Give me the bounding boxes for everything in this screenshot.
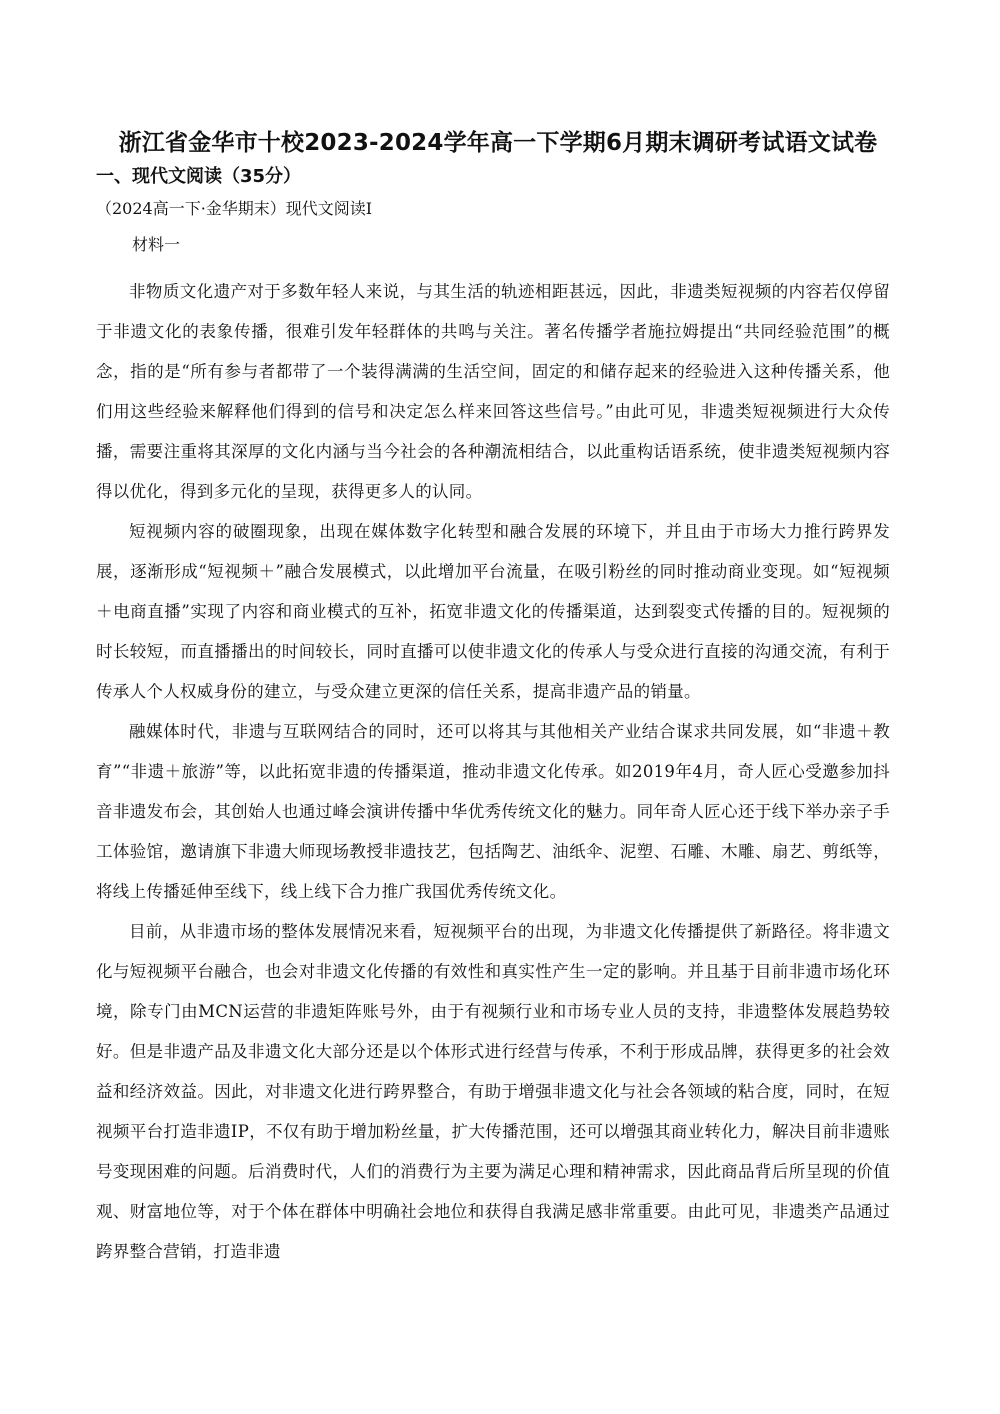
section-heading: 一、现代文阅读（35分） (96, 166, 302, 187)
exam-title: 浙江省金华市十校2023-2024学年高一下学期6月期末调研考试语文试卷 (118, 130, 878, 156)
paragraph-1: 非物质文化遗产对于多数年轻人来说，与其生活的轨迹相距甚远，因此，非遗类短视频的内容若仅停留于非遗文化的表象传播，很难引发年轻群体的共鸣与关注。著名传播学者施拉姆提出“共同经验范围”的概念，指的是“所有参与者都带了一个装得满满的生活空间，固定的和储存起来的经验进入这种传播关系，他们用这些经验来解释他们得到的信号和决定怎么样来回答这些信号。”由此可见，非遗类短视频进行大众传播，需要注重将其深厚的文化内涵与当今社会的各种潮流相结合，以此重构话语系统，使非遗类短视频内容得以优化，得到多元化的呈现，获得更多人的认同。 (96, 282, 890, 501)
question-source: （2024高一下·金华期末）现代文阅读Ⅰ (96, 199, 373, 218)
paragraph-3: 融媒体时代，非遗与互联网结合的同时，还可以将其与其他相关产业结合谋求共同发展，如“非遗＋教育”“非遗＋旅游”等，以此拓宽非遗的传播渠道，推动非遗文化传承。如2019年4月，奇人匠心受邀参加抖音非遗发布会，其创始人也通过峰会演讲传播中华优秀传统文化的魅力。同年奇人匠心还于线下举办亲子手工体验馆，邀请旗下非遗大师现场教授非遗技艺，包括陶艺、油纸伞、泥塑、石雕、木雕、扇艺、剪纸等，将线上传播延伸至线下，线上线下合力推广我国优秀传统文化。 (96, 722, 890, 901)
paragraph-2: 短视频内容的破圈现象，出现在媒体数字化转型和融合发展的环境下，并且由于市场大力推行跨界发展，逐渐形成“短视频＋”融合发展模式，以此增加平台流量，在吸引粉丝的同时推动商业变现。如“短视频＋电商直播”实现了内容和商业模式的互补，拓宽非遗文化的传播渠道，达到裂变式传播的目的。短视频的时长较短，而直播播出的时间较长，同时直播可以使非遗文化的传承人与受众进行直接的沟通交流，有利于传承人个人权威身份的建立，与受众建立更深的信任关系，提高非遗产品的销量。 (96, 522, 890, 701)
material-label: 材料一 (132, 235, 181, 254)
paragraph-4: 目前，从非遗市场的整体发展情况来看，短视频平台的出现，为非遗文化传播提供了新路径。将非遗文化与短视频平台融合，也会对非遗文化传播的有效性和真实性产生一定的影响。并且基于目前非遗市场化环境，除专门由MCN运营的非遗矩阵账号外，由于有视频行业和市场专业人员的支持，非遗整体发展趋势较好。但是非遗产品及非遗文化大部分还是以个体形式进行经营与传承，不利于形成品牌，获得更多的社会效益和经济效益。因此，对非遗文化进行跨界整合，有助于增强非遗文化与社会各领域的粘合度，同时，在短视频平台打造非遗IP，不仅有助于增加粉丝量，扩大传播范围，还可以增强其商业转化力，解决目前非遗账号变现困难的问题。后消费时代，人们的消费行为主要为满足心理和精神需求，因此商品背后所呈现的价值观、财富地位等，对于个体在群体中明确社会地位和获得自我满足感非常重要。由此可见，非遗类产品通过跨界整合营销，打造非遗 (96, 922, 890, 1261)
